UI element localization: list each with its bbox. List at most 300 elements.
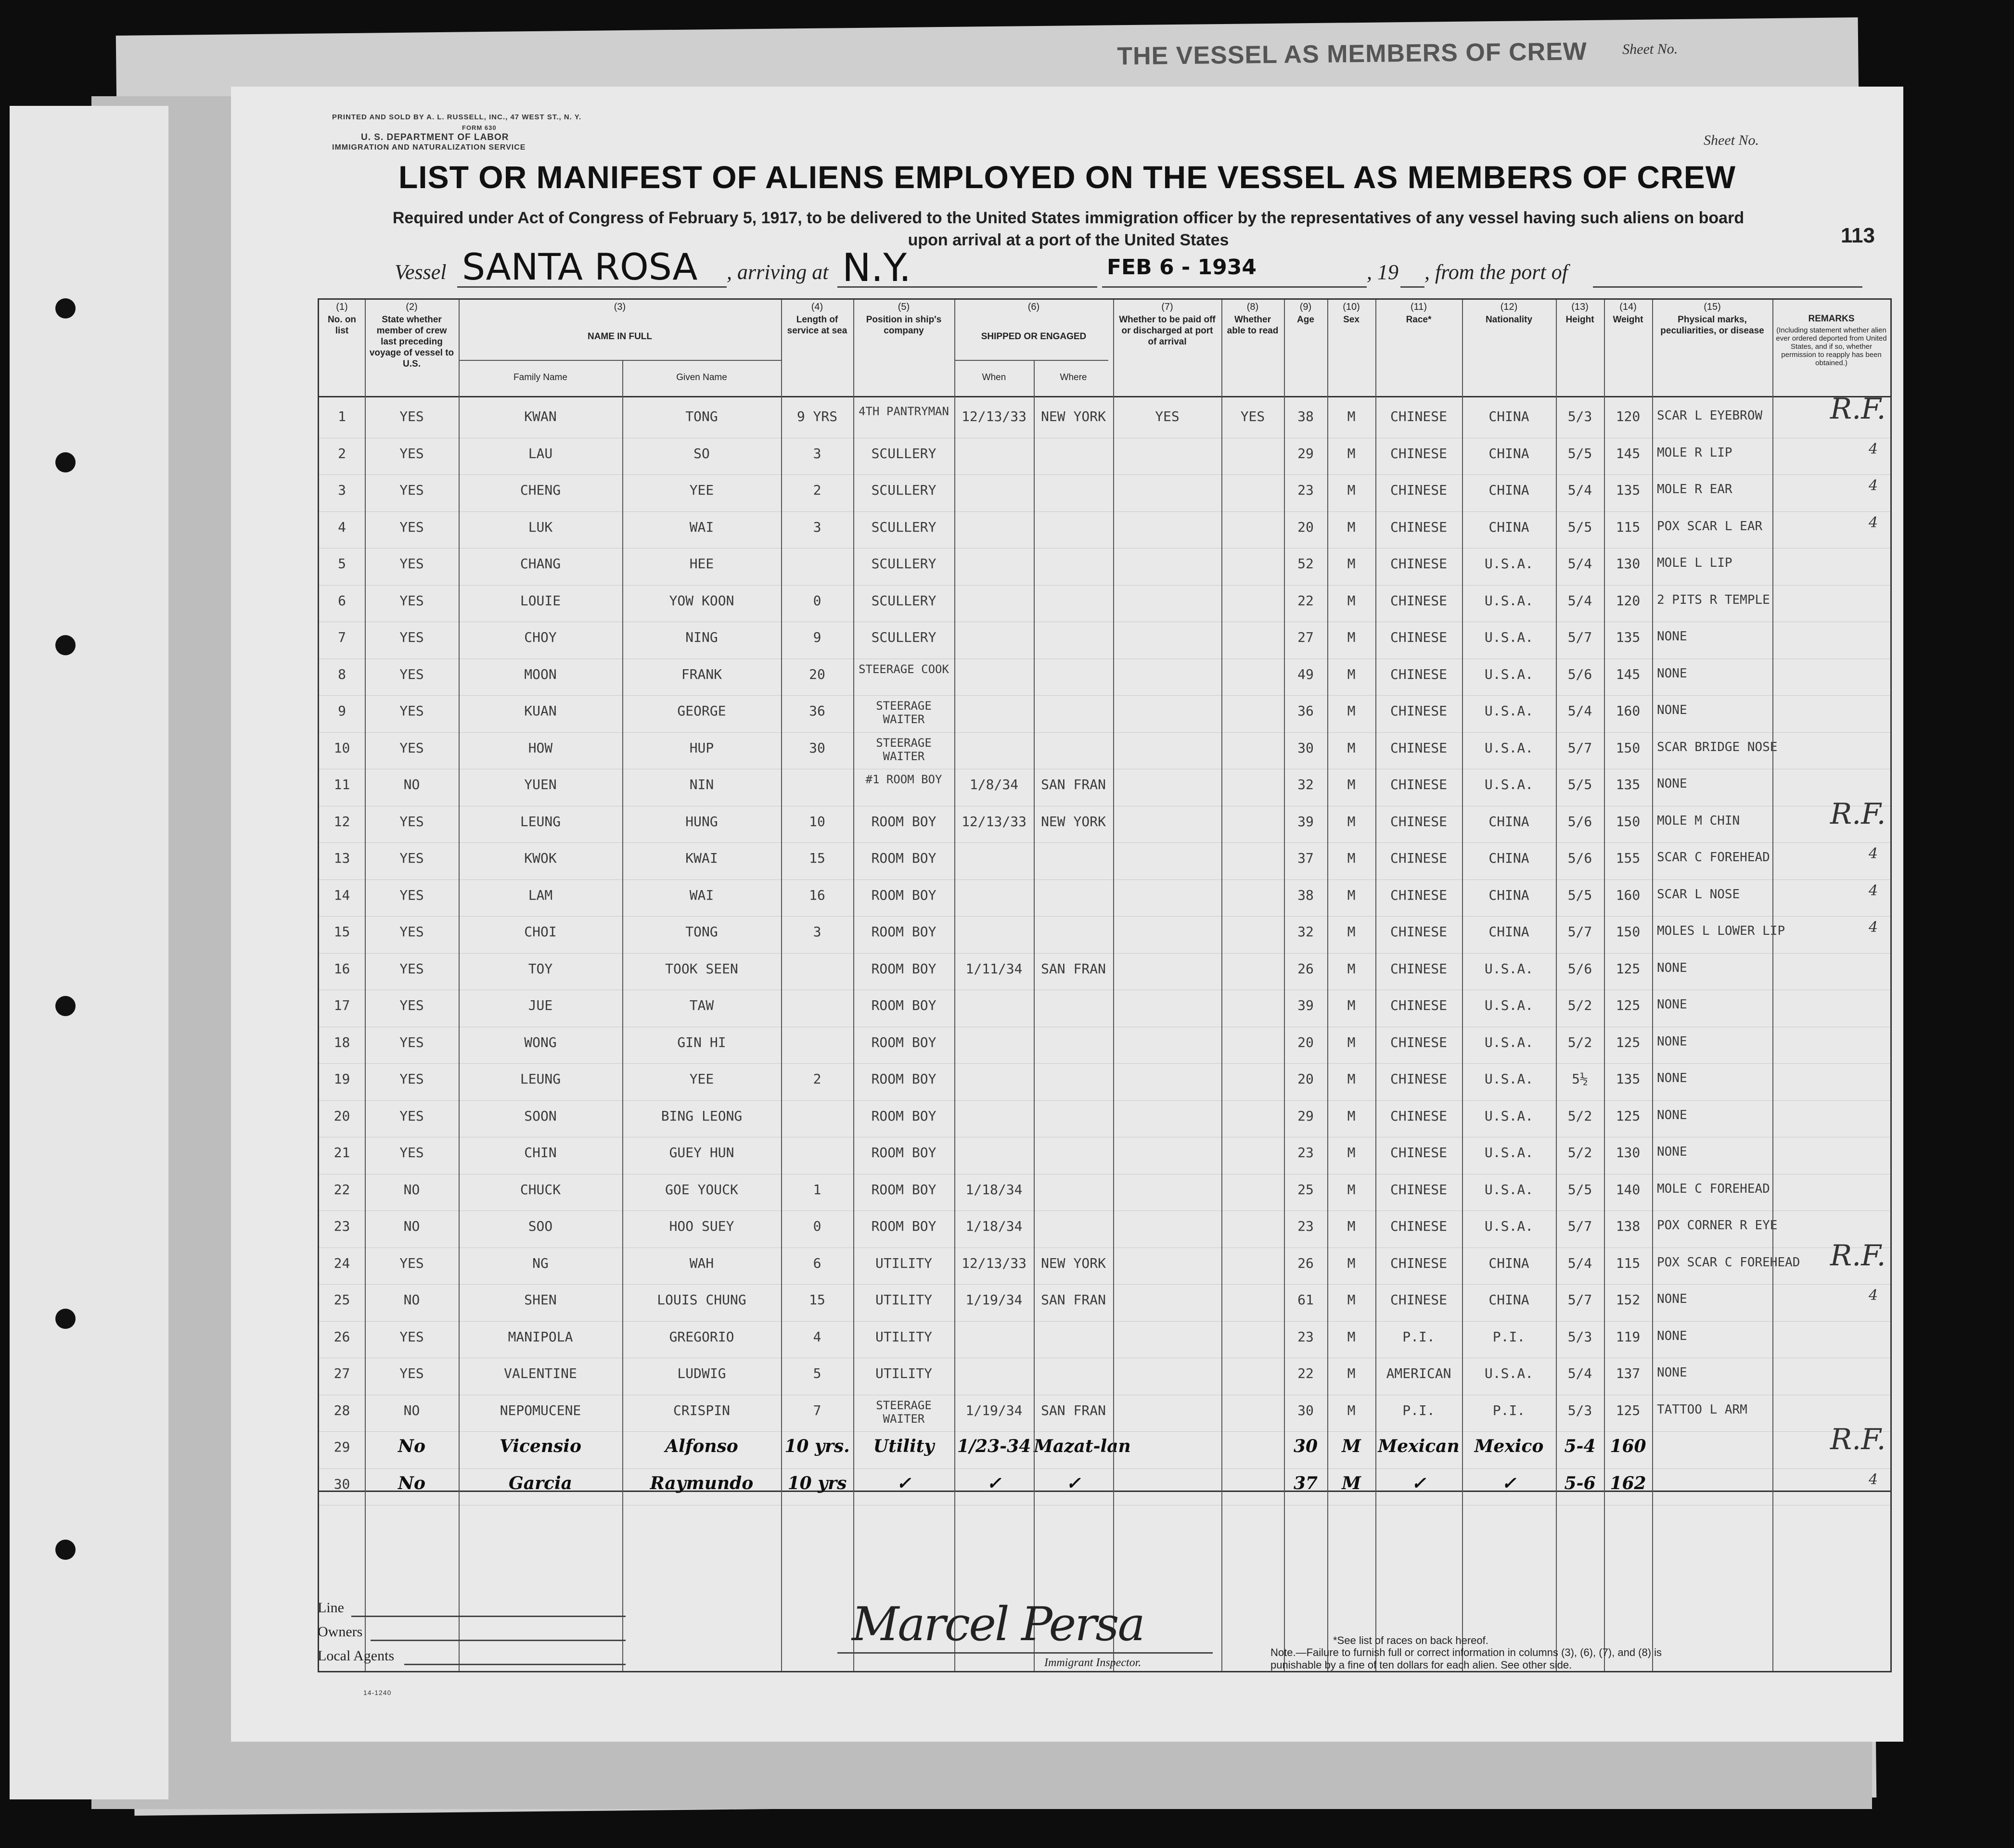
table-row xyxy=(319,1028,1890,1064)
cell-weight: 160 xyxy=(1610,1436,1646,1456)
cell-marks: MOLE L LIP xyxy=(1657,556,1732,570)
cell-prev: YES xyxy=(399,1365,424,1381)
column-number: (5) xyxy=(898,302,910,312)
cell-prev: No xyxy=(398,1436,425,1456)
cell-marks: NONE xyxy=(1657,703,1687,717)
from-port-underline xyxy=(1593,286,1862,288)
inspector-label: Immigrant Inspector. xyxy=(1044,1657,1142,1669)
column-rule xyxy=(365,300,366,1671)
cell-family: LAU xyxy=(528,445,553,461)
cell-sex: M xyxy=(1347,592,1356,609)
cell-age: 37 xyxy=(1293,1473,1318,1493)
table-row xyxy=(319,1101,1890,1138)
header-rule xyxy=(319,396,1890,397)
table-row xyxy=(319,880,1890,917)
form-number: FORM 630 xyxy=(462,124,497,131)
cell-position: STEERAGE COOK xyxy=(859,662,949,676)
cell-nat: U.S.A. xyxy=(1484,1034,1534,1050)
row-rule xyxy=(319,879,1890,880)
cell-weight: 145 xyxy=(1616,666,1641,682)
column-header: NAME IN FULL xyxy=(587,331,653,342)
arriving-label: , arriving at xyxy=(727,260,829,284)
cell-marks: SCAR L NOSE xyxy=(1657,887,1740,902)
cell-weight: 155 xyxy=(1616,850,1641,866)
table-row xyxy=(319,696,1890,733)
table-row xyxy=(319,402,1890,438)
column-rule xyxy=(954,300,955,1671)
cell-service: 9 YRS xyxy=(796,408,838,424)
cell-height: 5/2 xyxy=(1567,1108,1592,1124)
cell-nat: CHINA xyxy=(1488,1292,1529,1308)
cell-service: 1 xyxy=(813,1181,821,1198)
cell-position: ROOM BOY xyxy=(871,813,936,829)
cell-weight: 130 xyxy=(1616,556,1641,572)
cell-height: 5-4 xyxy=(1564,1436,1596,1456)
vessel-label: Vessel xyxy=(395,260,447,284)
table-row xyxy=(319,1249,1890,1285)
cell-marks: NONE xyxy=(1657,666,1687,681)
cell-race: CHINESE xyxy=(1390,1292,1447,1308)
cell-height: 5/6 xyxy=(1567,813,1592,829)
cell-age: 26 xyxy=(1297,960,1314,977)
cell-prev: NO xyxy=(403,1402,420,1418)
punch-hole xyxy=(55,452,76,472)
cell-nat: U.S.A. xyxy=(1484,629,1534,645)
table-row xyxy=(319,1138,1890,1174)
column-header: No. on list xyxy=(327,315,357,336)
cell-age: 23 xyxy=(1297,1328,1314,1345)
name-subheader-rule xyxy=(459,360,781,361)
cell-height: 5/2 xyxy=(1567,997,1592,1013)
cell-prev: YES xyxy=(399,666,424,682)
cell-position: ROOM BOY xyxy=(871,1034,936,1050)
cell-height: 5½ xyxy=(1572,1071,1588,1087)
cell-no: 28 xyxy=(334,1402,350,1418)
cell-service: 0 xyxy=(813,1218,821,1234)
row-rule xyxy=(319,916,1890,917)
cell-age: 20 xyxy=(1297,1034,1314,1050)
year-label: , 19 xyxy=(1367,260,1398,284)
cell-no: 21 xyxy=(334,1145,350,1160)
cell-service: 36 xyxy=(809,703,825,719)
cell-service: 9 xyxy=(813,629,821,645)
cell-given: YEE xyxy=(689,1071,714,1087)
remark-mark: R.F. xyxy=(1830,797,1886,831)
cell-sex: M xyxy=(1347,408,1356,424)
cell-when: 12/13/33 xyxy=(962,1255,1026,1271)
cell-height: 5/7 xyxy=(1567,924,1592,940)
cell-height: 5/6 xyxy=(1567,850,1592,866)
cell-sex: M xyxy=(1347,556,1356,572)
cell-height: 5/3 xyxy=(1567,1328,1592,1345)
cell-race: CHINESE xyxy=(1390,1071,1447,1087)
table-row xyxy=(319,623,1890,659)
cell-age: 30 xyxy=(1297,739,1314,756)
cell-service: 10 xyxy=(809,813,825,829)
cell-marks: MOLE R LIP xyxy=(1657,445,1732,460)
cell-height: 5/7 xyxy=(1567,1292,1592,1308)
cell-no: 13 xyxy=(334,850,350,866)
cell-age: 37 xyxy=(1297,850,1314,866)
cell-family: KWOK xyxy=(524,850,557,866)
column-subheader: When xyxy=(982,372,1006,382)
cell-prev: YES xyxy=(399,556,424,572)
cell-race: CHINESE xyxy=(1390,777,1447,792)
column-number: (1) xyxy=(336,302,348,312)
cell-age: 38 xyxy=(1297,887,1314,903)
cell-prev: YES xyxy=(399,1255,424,1271)
cell-race: CHINESE xyxy=(1390,519,1447,535)
cell-nat: U.S.A. xyxy=(1484,777,1534,792)
column-rule xyxy=(781,300,782,1671)
cell-marks: SCAR BRIDGE NOSE xyxy=(1657,739,1778,754)
cell-marks: POX SCAR C FOREHEAD xyxy=(1657,1255,1800,1270)
cell-marks: MOLE R EAR xyxy=(1657,482,1732,497)
cell-position: UTILITY xyxy=(875,1292,932,1308)
cell-where: ✓ xyxy=(1066,1473,1081,1493)
cell-weight: 137 xyxy=(1616,1365,1641,1381)
cell-sex: M xyxy=(1347,1181,1356,1198)
port-underline xyxy=(837,286,1097,288)
cell-position: ROOM BOY xyxy=(871,850,936,866)
cell-race: CHINESE xyxy=(1390,997,1447,1013)
cell-age: 23 xyxy=(1297,1218,1314,1234)
cell-no: 1 xyxy=(338,408,346,424)
cell-prev: YES xyxy=(399,850,424,866)
cell-family: SHEN xyxy=(524,1292,557,1308)
table-row xyxy=(319,917,1890,954)
cell-race: CHINESE xyxy=(1390,1145,1447,1160)
cell-race: CHINESE xyxy=(1390,445,1447,461)
cell-nat: CHINA xyxy=(1488,924,1529,940)
cell-nat: CHINA xyxy=(1488,445,1529,461)
cell-no: 26 xyxy=(334,1328,350,1345)
cell-sex: M xyxy=(1342,1473,1361,1493)
cell-position: 4TH PANTRYMAN xyxy=(859,405,949,418)
column-number: (6) xyxy=(1027,302,1040,312)
cell-service: 2 xyxy=(813,1071,821,1087)
cell-no: 9 xyxy=(338,703,346,719)
column-header: Weight xyxy=(1613,315,1643,325)
cell-age: 61 xyxy=(1297,1292,1314,1308)
cell-when: ✓ xyxy=(987,1473,1001,1493)
row-rule xyxy=(319,1321,1890,1322)
remark-mark: R.F. xyxy=(1830,1423,1886,1456)
cell-nat: U.S.A. xyxy=(1484,1071,1534,1087)
cell-nat: CHINA xyxy=(1488,408,1529,424)
table-row xyxy=(319,512,1890,549)
column-number: (9) xyxy=(1299,302,1312,312)
column-number: (10) xyxy=(1343,302,1360,312)
cell-given: GIN HI xyxy=(677,1034,726,1050)
cell-marks: NONE xyxy=(1657,1108,1687,1122)
cell-service: 0 xyxy=(813,592,821,609)
penalty-note: Note.—Failure to furnish full or correct information in columns (3), (6), (7), and (8) is punishable by a fine of ten dollars for each alien. See other side. xyxy=(1270,1646,1662,1671)
cell-service: 6 xyxy=(813,1255,821,1271)
table-row xyxy=(319,954,1890,991)
cell-weight: 125 xyxy=(1616,997,1641,1013)
table-row xyxy=(319,991,1890,1027)
cell-nat: U.S.A. xyxy=(1484,703,1534,719)
cell-sex: M xyxy=(1347,850,1356,866)
cell-prev: YES xyxy=(399,1108,424,1124)
remark-mark: 4 xyxy=(1869,1287,1878,1304)
cell-given: YOW KOON xyxy=(669,592,734,609)
cell-weight: 135 xyxy=(1616,482,1641,498)
cell-race: CHINESE xyxy=(1390,739,1447,756)
cell-weight: 160 xyxy=(1616,703,1641,719)
cell-family: YUEN xyxy=(524,777,557,792)
table-row xyxy=(319,475,1890,512)
cell-given: Alfonso xyxy=(665,1436,738,1456)
owners-underline xyxy=(371,1640,626,1641)
remark-mark: 4 xyxy=(1869,514,1878,531)
cell-weight: 145 xyxy=(1616,445,1641,461)
cell-service: 16 xyxy=(809,887,825,903)
cell-position: UTILITY xyxy=(875,1255,932,1271)
footer-form-code: 14-1240 xyxy=(363,1689,392,1696)
cell-race: Mexican xyxy=(1378,1436,1460,1456)
cell-age: 32 xyxy=(1297,777,1314,792)
cell-sex: M xyxy=(1347,629,1356,645)
line-label: Line xyxy=(318,1600,344,1616)
cell-no: 23 xyxy=(334,1218,350,1234)
cell-paid: YES xyxy=(1155,408,1180,424)
cell-sex: M xyxy=(1347,739,1356,756)
column-header: Whether able to read xyxy=(1227,315,1279,336)
cell-family: CHIN xyxy=(524,1145,557,1160)
column-rule xyxy=(1462,300,1463,1671)
cell-prev: NO xyxy=(403,1218,420,1234)
cell-service: 30 xyxy=(809,739,825,756)
cell-no: 12 xyxy=(334,813,350,829)
cell-marks: POX CORNER R EYE xyxy=(1657,1218,1778,1233)
cell-weight: 138 xyxy=(1616,1218,1641,1234)
cell-race: ✓ xyxy=(1411,1473,1426,1493)
column-header: Whether to be paid off or discharged at port of arrival xyxy=(1119,315,1216,347)
cell-sex: M xyxy=(1347,1108,1356,1124)
agents-underline xyxy=(404,1664,626,1665)
table-row xyxy=(319,770,1890,806)
cell-nat: ✓ xyxy=(1501,1473,1516,1493)
cell-sex: M xyxy=(1347,1292,1356,1308)
cell-position: UTILITY xyxy=(875,1328,932,1345)
row-rule xyxy=(319,474,1890,475)
cell-race: CHINESE xyxy=(1390,1034,1447,1050)
row-rule xyxy=(319,511,1890,512)
cell-race: CHINESE xyxy=(1390,887,1447,903)
table-row xyxy=(319,733,1890,770)
row-rule xyxy=(319,1063,1890,1064)
cell-marks: NONE xyxy=(1657,1328,1687,1343)
printer-line: PRINTED AND SOLD BY A. L. RUSSELL, INC., 47 WEST ST., N. Y. xyxy=(332,113,582,121)
column-number: (2) xyxy=(406,302,418,312)
cell-height: 5/4 xyxy=(1567,482,1592,498)
from-port-label: , from the port of xyxy=(1424,260,1568,284)
cell-family: MOON xyxy=(524,666,557,682)
cell-given: GREGORIO xyxy=(669,1328,734,1345)
binder-strip xyxy=(10,106,168,1799)
cell-prev: No xyxy=(398,1473,425,1493)
cell-age: 52 xyxy=(1297,556,1314,572)
cell-nat: CHINA xyxy=(1488,1255,1529,1271)
cell-position: SCULLERY xyxy=(871,556,936,572)
cell-weight: 125 xyxy=(1616,1108,1641,1124)
vessel-line xyxy=(395,245,1862,293)
column-rule xyxy=(622,360,623,1671)
remark-mark: 4 xyxy=(1869,882,1878,899)
cell-position: SCULLERY xyxy=(871,482,936,498)
cell-age: 30 xyxy=(1293,1436,1318,1456)
cell-family: KUAN xyxy=(524,703,557,719)
column-header: Physical marks, peculiarities, or disease xyxy=(1660,315,1764,336)
cell-given: Raymundo xyxy=(650,1473,754,1493)
cell-given: KWAI xyxy=(685,850,718,866)
remark-mark: R.F. xyxy=(1830,392,1886,426)
column-number: (11) xyxy=(1410,302,1427,312)
cell-prev: YES xyxy=(399,519,424,535)
cell-prev: NO xyxy=(403,1292,420,1308)
cell-given: NING xyxy=(685,629,718,645)
cell-service: 3 xyxy=(813,445,821,461)
cell-service: 2 xyxy=(813,482,821,498)
cell-position: ROOM BOY xyxy=(871,960,936,977)
table-row xyxy=(319,1285,1890,1322)
table-row xyxy=(319,843,1890,880)
cell-nat: CHINA xyxy=(1488,482,1529,498)
service-name: IMMIGRATION AND NATURALIZATION SERVICE xyxy=(332,143,526,152)
cell-sex: M xyxy=(1347,1034,1356,1050)
cell-family: CHOI xyxy=(524,924,557,940)
cell-no: 8 xyxy=(338,666,346,682)
column-subheader: Family Name xyxy=(513,372,567,382)
cell-position: ROOM BOY xyxy=(871,1071,936,1087)
cell-given: TONG xyxy=(685,924,718,940)
cell-given: WAI xyxy=(689,887,714,903)
cell-family: NEPOMUCENE xyxy=(500,1402,581,1418)
cell-prev: YES xyxy=(399,1034,424,1050)
cell-no: 18 xyxy=(334,1034,350,1050)
punch-hole xyxy=(55,1540,76,1560)
cell-read: YES xyxy=(1240,408,1265,424)
cell-race: CHINESE xyxy=(1390,1255,1447,1271)
cell-when: 12/13/33 xyxy=(962,408,1026,424)
cell-prev: YES xyxy=(399,629,424,645)
cell-marks: SCAR C FOREHEAD xyxy=(1657,850,1770,865)
remark-mark: 4 xyxy=(1869,919,1878,936)
shipped-subheader-rule xyxy=(954,360,1108,361)
cell-nat: U.S.A. xyxy=(1484,1181,1534,1198)
cell-sex: M xyxy=(1347,1402,1356,1418)
cell-marks: TATTOO L ARM xyxy=(1657,1402,1747,1417)
cell-height: 5/7 xyxy=(1567,1218,1592,1234)
cell-age: 36 xyxy=(1297,703,1314,719)
cell-position: SCULLERY xyxy=(871,592,936,609)
cell-nat: CHINA xyxy=(1488,813,1529,829)
cell-race: CHINESE xyxy=(1390,924,1447,940)
cell-position: STEERAGE WAITER xyxy=(876,736,932,763)
column-rule xyxy=(1327,300,1328,1671)
cell-prev: NO xyxy=(403,777,420,792)
cell-height: 5/4 xyxy=(1567,1255,1592,1271)
cell-prev: NO xyxy=(403,1181,420,1198)
cell-weight: 135 xyxy=(1616,629,1641,645)
cell-prev: YES xyxy=(399,1328,424,1345)
cell-given: HUNG xyxy=(685,813,718,829)
inspector-signature: Marcel Persa xyxy=(852,1597,1144,1651)
cell-race: P.I. xyxy=(1402,1328,1435,1345)
remark-mark: 4 xyxy=(1869,1471,1878,1488)
cell-height: 5/4 xyxy=(1567,556,1592,572)
table-row xyxy=(319,1211,1890,1248)
cell-sex: M xyxy=(1347,1218,1356,1234)
column-header: Position in ship's company xyxy=(866,315,942,336)
cell-prev: YES xyxy=(399,813,424,829)
cell-when: 1/19/34 xyxy=(965,1292,1023,1308)
cell-age: 23 xyxy=(1297,482,1314,498)
cell-given: GEORGE xyxy=(677,703,726,719)
column-rule xyxy=(1556,300,1557,1671)
cell-height: 5/2 xyxy=(1567,1034,1592,1050)
column-subheader: Given Name xyxy=(676,372,727,382)
cell-marks: NONE xyxy=(1657,777,1687,791)
cell-race: CHINESE xyxy=(1390,1108,1447,1124)
column-rule xyxy=(1652,300,1653,1671)
cell-no: 30 xyxy=(334,1476,350,1492)
cell-family: JUE xyxy=(528,997,553,1013)
cell-prev: YES xyxy=(399,592,424,609)
page-title: LIST OR MANIFEST OF ALIENS EMPLOYED ON THE VESSEL AS MEMBERS OF CREW xyxy=(398,159,1736,195)
table-row xyxy=(319,1396,1890,1432)
cell-prev: YES xyxy=(399,997,424,1013)
row-rule xyxy=(319,695,1890,696)
table-row xyxy=(319,1322,1890,1359)
cell-sex: M xyxy=(1342,1436,1361,1456)
row-rule xyxy=(319,1431,1890,1432)
punch-hole xyxy=(55,298,76,319)
column-header: Length of service at sea xyxy=(787,315,847,336)
cell-service: 15 xyxy=(809,850,825,866)
cell-height: 5/6 xyxy=(1567,666,1592,682)
cell-race: CHINESE xyxy=(1390,703,1447,719)
cell-family: CHENG xyxy=(520,482,561,498)
cell-nat: U.S.A. xyxy=(1484,556,1534,572)
cell-weight: 125 xyxy=(1616,960,1641,977)
cell-height: 5/4 xyxy=(1567,703,1592,719)
cell-family: SOON xyxy=(524,1108,557,1124)
cell-height: 5/7 xyxy=(1567,739,1592,756)
cell-weight: 125 xyxy=(1616,1034,1641,1050)
background-sheet-number-label: Sheet No. xyxy=(1622,41,1678,58)
cell-nat: CHINA xyxy=(1488,887,1529,903)
column-number: (8) xyxy=(1246,302,1259,312)
cell-race: CHINESE xyxy=(1390,850,1447,866)
cell-height: 5/5 xyxy=(1567,1181,1592,1198)
punch-hole xyxy=(55,635,76,655)
cell-sex: M xyxy=(1347,1071,1356,1087)
cell-race: CHINESE xyxy=(1390,1181,1447,1198)
cell-where: SAN FRAN xyxy=(1041,960,1106,977)
row-rule xyxy=(319,1468,1890,1469)
remark-mark: R.F. xyxy=(1830,1238,1886,1273)
cell-given: SO xyxy=(693,445,710,461)
cell-given: LUDWIG xyxy=(677,1365,726,1381)
cell-no: 17 xyxy=(334,997,350,1013)
cell-age: 22 xyxy=(1297,592,1314,609)
cell-marks: 2 PITS R TEMPLE xyxy=(1657,592,1770,607)
cell-given: HEE xyxy=(689,556,714,572)
cell-weight: 130 xyxy=(1616,1145,1641,1160)
